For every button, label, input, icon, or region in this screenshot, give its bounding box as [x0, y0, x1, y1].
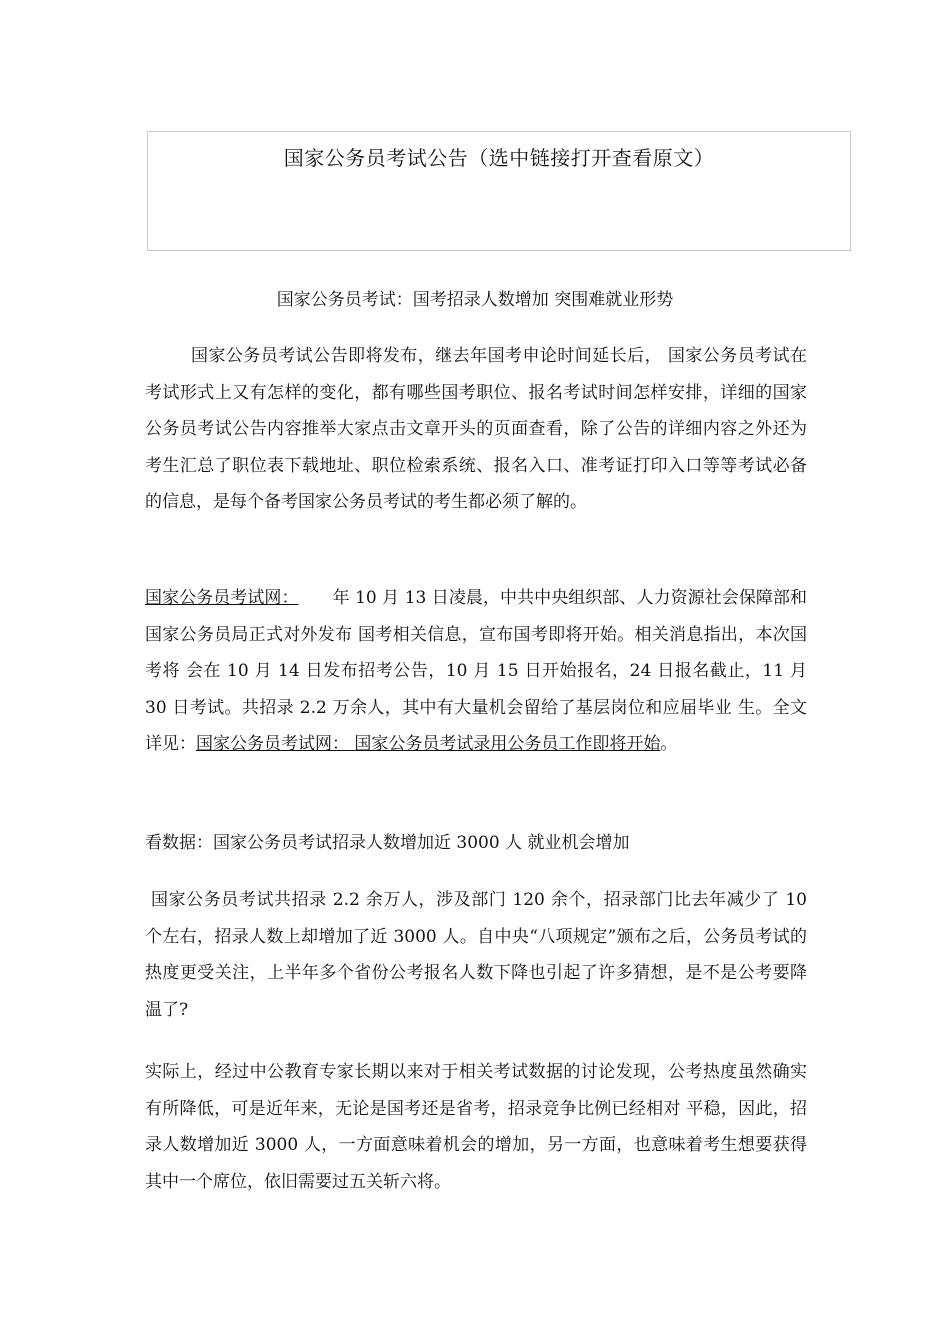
- paragraph-analysis: 实际上，经过中公教育专家长期以来对于相关考试数据的讨论发现，公考热度虽然确实有所降低，可是近年来，无论是国考还是省考，招录竞争比例已经相对 平稳，因此，招录人数增加近 3000 人，一方面意味着机会的增加，另一方面，也意味着考生想要获得其中一个席位，依旧需要过五关斩六将。: [145, 1062, 807, 1192]
- announcement-body: 年 10 月 13 日凌晨，中共中央组织部、人力资源社会保障部和国家公务员局正式对外发布 国考相关信息，宣布国考即将开始。相关消息指出，本次国考将 会在 10 月 14 日发布招考公告，10 月 15 日开始报名，24 日报名截止，11 月 30 日考试。共招录 2.2 万余人，其中有大量机会留给了基层岗位和应届毕业 生。全文详见：: [145, 588, 807, 754]
- article-subtitle: 国家公务员考试：国考招录人数增加 突围难就业形势: [276, 290, 674, 310]
- paragraph-data: [145, 882, 807, 1028]
- data-heading: 看数据：国家公务员考试招录人数增加近 3000 人 就业机会增加: [145, 833, 630, 853]
- exam-site-link[interactable]: 国家公务员考试网：: [145, 588, 299, 608]
- paragraph-announcement: [145, 580, 807, 763]
- header-title[interactable]: 国家公务员考试公告（选中链接打开查看原文）: [283, 146, 715, 170]
- announcement-end: 。: [660, 734, 678, 754]
- data-body: 国家公务员考试共招录 2.2 余万人，涉及部门 120 余个，招录部门比去年减少了 10 个左右，招录人数上却增加了近 3000 人。自中央“八项规定”颁布之后，公务员考试的热度更受关注，上半年多个省份公考报名人数下降也引起了许多猜想，是不是公考要降温了?: [145, 890, 807, 1020]
- full-article-link[interactable]: 国家公务员考试网： 国家公务员考试录用公务员工作即将开始: [196, 734, 661, 754]
- paragraph-intro: 国家公务员考试公告即将发布，继去年国考申论时间延长后， 国家公务员考试在考试形式上又有怎样的变化，都有哪些国考职位、报名考试时间怎样安排，详细的国家公务员考试公告内容推举大家点击文章开头的页面查看，除了公告的详细内容之外还为考生汇总了职位表下载地址、职位检索系统、报名入口、准考证打印入口等等考试必备的信息，是每个备考国家公务员考试的考生都必须了解的。: [145, 346, 807, 512]
- header-box: [147, 131, 851, 251]
